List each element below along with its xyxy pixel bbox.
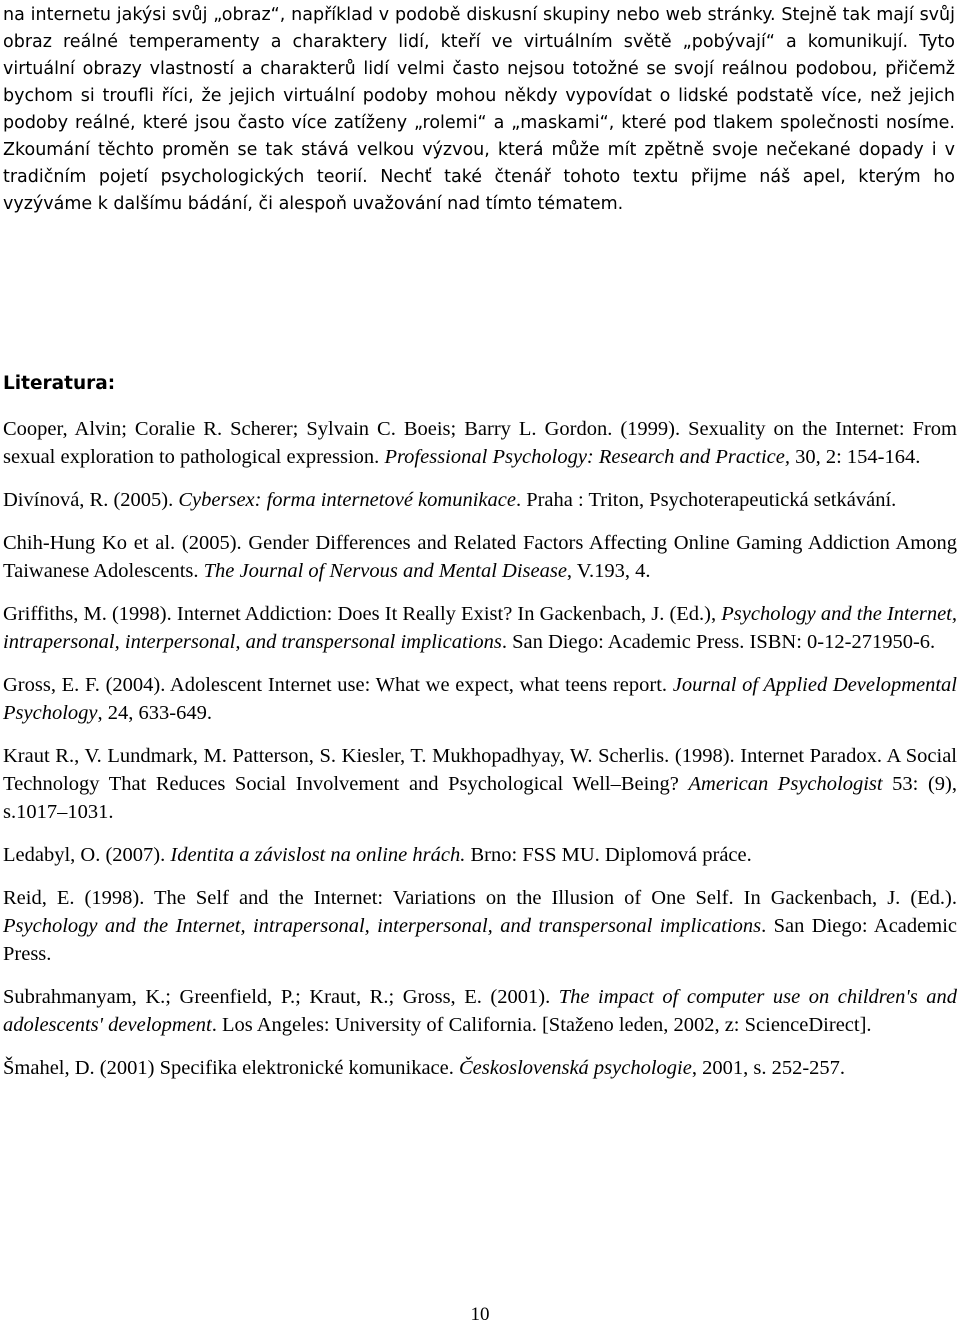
reference-source: Československá psychologie xyxy=(459,1057,692,1079)
reference-list xyxy=(3,415,957,1097)
references-heading: Literatura: xyxy=(3,373,116,394)
reference-text: Gross, E. F. (2004). Adolescent Internet use: What we expect, what teens report. xyxy=(3,674,673,696)
reference-details: . San Diego: Academic Press. ISBN: 0-12-271950-6. xyxy=(501,631,936,653)
reference-item xyxy=(3,841,957,869)
reference-details: 30, 2: 154-164. xyxy=(789,446,921,468)
body-paragraph: na internetu jakýsi svůj „obraz“, například v podobě diskusní skupiny nebo web stránky. Stejně tak mají svůj obraz reálné temperamenty a charaktery lidí, kteří ve virtuálním světě „pobývají“ a komunikují. Tyto virtuální obrazy vlastností a charakterů lidí velmi často nejsou totožné se svojí reálnou podobou, přičemž bychom si troufli říci, že jejich virtuální podoby mohou někdy vypovídat o lidské podstatě více, než jejich podoby reálné, které jsou často více zatíženy „rolemi“ a „maskami“, které pod tlakem společnosti nosíme. Zkoumání těchto proměn se tak stává velkou výzvou, která může mít zpětně svoje nečekané dopady i v tradičním pojetí psychologických teorií. Nechť také čtenář tohoto textu přijme náš apel, kterým ho vyzýváme k dalšímu bádání, či alespoň uvažování nad tímto tématem. xyxy=(3,5,955,214)
reference-details: Brno: FSS MU. Diplomová práce. xyxy=(465,844,752,866)
reference-item xyxy=(3,415,957,471)
reference-text: Divínová, R. (2005). xyxy=(3,489,179,511)
reference-text: Ledabyl, O. (2007). xyxy=(3,844,171,866)
reference-details: , V.193, 4. xyxy=(566,560,651,582)
reference-text: Chih-Hung Ko et al. (2005). Gender Differences and Related Factors Affecting Online Gaming Addiction Among Taiwanese Adolescents. xyxy=(3,532,957,582)
reference-source: Cybersex: forma internetové komunikace xyxy=(178,489,516,511)
reference-item xyxy=(3,529,957,585)
reference-item xyxy=(3,742,957,826)
page-number: 10 xyxy=(470,1304,490,1325)
reference-source: Professional Psychology: Research and Practice, xyxy=(384,446,790,468)
reference-text: Subrahmanyam, K.; Greenfield, P.; Kraut, R.; Gross, E. (2001). xyxy=(3,986,559,1008)
reference-source: The Journal of Nervous and Mental Disease xyxy=(203,560,567,582)
reference-source: American Psychologist xyxy=(688,773,883,795)
reference-source: The impact of computer use on children's and adolescents' development xyxy=(3,986,957,1036)
reference-item xyxy=(3,671,957,727)
reference-source: Journal of Applied Developmental Psychology xyxy=(3,674,957,724)
reference-details: , 24, 633-649. xyxy=(97,702,212,724)
reference-item xyxy=(3,983,957,1039)
reference-details: . Los Angeles: University of California. [Staženo leden, 2002, z: ScienceDirect]. xyxy=(211,1014,872,1036)
reference-text: Cooper, Alvin; Coralie R. Scherer; Sylvain C. Boeis; Barry L. Gordon. (1999). Sexuality on the Internet: From sexual exploration to pathological expression. xyxy=(3,418,957,468)
reference-item xyxy=(3,1054,957,1082)
reference-item xyxy=(3,486,957,514)
reference-source: Psychology and the Internet, intrapersonal, interpersonal, and transpersonal implications xyxy=(3,603,958,653)
reference-source: Identita a závislost na online hrách. xyxy=(170,844,466,866)
reference-text: Griffiths, M. (1998). Internet Addiction: Does It Really Exist? In Gackenbach, J. (Ed.), xyxy=(3,603,722,625)
reference-source: Psychology and the Internet, intrapersonal, interpersonal, and transpersonal implications xyxy=(3,915,762,937)
reference-text: Kraut R., V. Lundmark, M. Patterson, S. Kiesler, T. Mukhopadhyay, W. Scherlis. (1998). Internet Paradox. A Social Technology That Reduces Social Involvement and Psychological Well–Being? xyxy=(3,745,957,795)
reference-details: . Praha : Triton, Psychoterapeutická setkávání. xyxy=(515,489,897,511)
reference-details: , 2001, s. 252-257. xyxy=(691,1057,846,1079)
reference-details: . San Diego: Academic Press. xyxy=(3,915,957,965)
reference-details: 53: (9), s.1017–1031. xyxy=(3,773,957,823)
reference-text: Šmahel, D. (2001) Specifika elektronické komunikace. xyxy=(3,1057,459,1079)
reference-item xyxy=(3,600,957,656)
reference-text: Reid, E. (1998). The Self and the Internet: Variations on the Illusion of One Self. In Gackenbach, J. (Ed.). xyxy=(3,887,957,909)
reference-item xyxy=(3,884,957,968)
